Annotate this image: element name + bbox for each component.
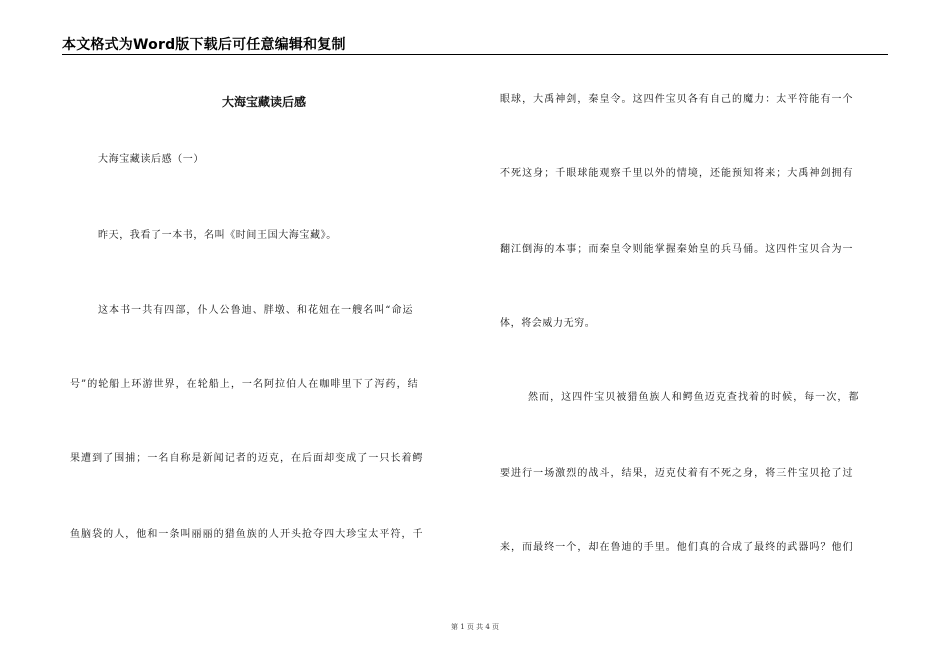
text-line: 不死这身；千眼球能观察千里以外的情境，还能预知将来；大禹神剑拥有 <box>500 168 854 179</box>
text-line: 眼球，大禹神剑，秦皇令。这四件宝贝各有自己的魔力：太平符能有一个 <box>500 94 854 105</box>
text-line: 鱼脑袋的人，他和一条叫丽丽的猎鱼族的人开头抢夺四大珍宝太平符，千 <box>70 529 424 540</box>
text-line: 昨天，我看了一本书，名叫《时间王国大海宝藏》。 <box>98 230 337 241</box>
text-line: 然而，这四件宝贝被猎鱼族人和鳄鱼迈克查找着的时候，每一次，都 <box>528 392 860 403</box>
text-line: 这本书一共有四部，仆人公鲁迪、胖墩、和花妞在一艘名叫“命运 <box>98 305 414 316</box>
page-indicator: 第 1 页 共 4 页 <box>450 623 500 631</box>
text-line: 号”的轮船上环游世界，在轮船上，一名阿拉伯人在咖啡里下了泻药，结 <box>70 379 419 390</box>
header-banner: 本文格式为Word版下载后可任意编辑和复制 <box>62 37 346 53</box>
text-line: 果遭到了围捕；一名自称是新闻记者的迈克，在后面却变成了一只长着鳄 <box>70 453 424 464</box>
left-column <box>70 0 458 672</box>
subtitle-line: 大海宝藏读后感（一） <box>98 154 204 165</box>
right-column <box>500 0 888 672</box>
text-line: 体，将会威力无穷。 <box>500 318 596 329</box>
text-line: 来，而最终一个，却在鲁迪的手里。他们真的合成了最终的武器吗？他们 <box>500 542 854 553</box>
text-line: 要进行一场激烈的战斗，结果，迈克仗着有不死之身，将三件宝贝抢了过 <box>500 468 854 479</box>
document-title: 大海宝藏读后感 <box>221 95 306 109</box>
text-line: 翻江倒海的本事；而秦皇令则能掌握秦始皇的兵马俑。这四件宝贝合为一 <box>500 244 854 255</box>
